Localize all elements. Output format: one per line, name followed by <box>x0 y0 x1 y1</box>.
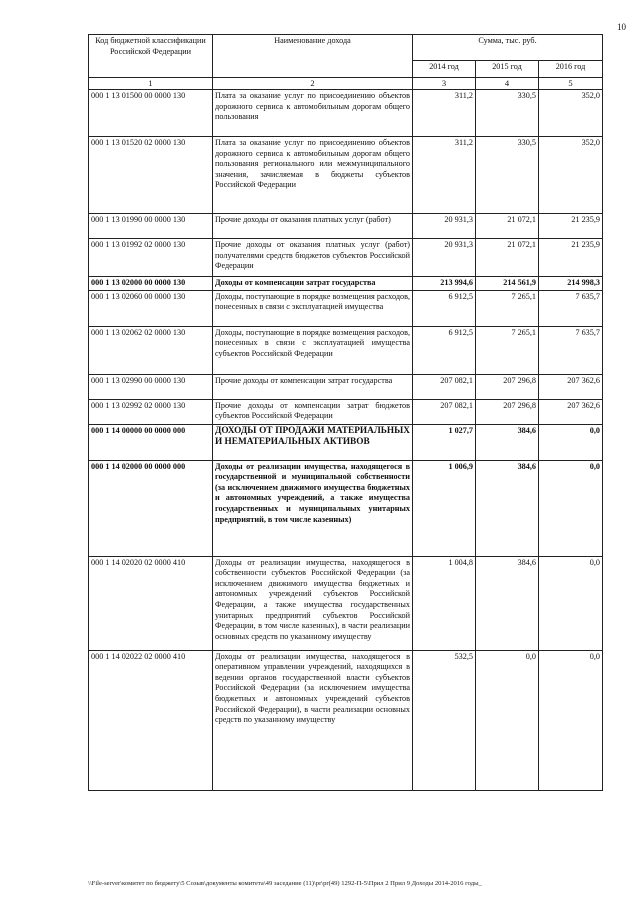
row-name: Доходы, поступающие в порядке возмещения расходов, понесенных в связи с эксплуатацией имущества субъектов Российской Федерации <box>213 326 413 374</box>
row-value-2014: 207 082,1 <box>413 399 476 424</box>
row-value-2015: 330,5 <box>476 90 539 137</box>
row-name: Прочие доходы от оказания платных услуг (работ) <box>213 214 413 239</box>
row-value-2014: 20 931,3 <box>413 239 476 277</box>
column-number: 3 <box>413 78 476 90</box>
table-row <box>89 460 603 556</box>
table-row <box>89 374 603 399</box>
row-value-2016: 0,0 <box>539 650 603 790</box>
row-value-2014: 1 004,8 <box>413 556 476 650</box>
row-value-2014: 6 912,5 <box>413 326 476 374</box>
row-value-2014: 6 912,5 <box>413 290 476 326</box>
row-value-2014: 20 931,3 <box>413 214 476 239</box>
row-value-2014: 1 027,7 <box>413 424 476 460</box>
row-value-2016: 207 362,6 <box>539 399 603 424</box>
column-number: 4 <box>476 78 539 90</box>
row-value-2015: 330,5 <box>476 137 539 214</box>
table-row <box>89 90 603 137</box>
header-year-2016: 2016 год <box>539 61 603 78</box>
row-code: 000 1 13 01992 02 0000 130 <box>89 239 213 277</box>
row-name: Прочие доходы от компенсации затрат государства <box>213 374 413 399</box>
row-value-2016: 214 998,3 <box>539 277 603 291</box>
row-value-2014: 532,5 <box>413 650 476 790</box>
row-name: Плата за оказание услуг по присоединению объектов дорожного сервиса к автомобильным дорогам общего пользования регионального или межмуниципального значения, зачисляемая в бюджеты субъектов Российской Федерации <box>213 137 413 214</box>
row-value-2016: 7 635,7 <box>539 290 603 326</box>
column-number: 5 <box>539 78 603 90</box>
row-value-2016: 21 235,9 <box>539 214 603 239</box>
revenue-table <box>88 34 603 791</box>
row-value-2014: 1 006,9 <box>413 460 476 556</box>
table-row <box>89 137 603 214</box>
row-value-2016: 0,0 <box>539 556 603 650</box>
table-row <box>89 214 603 239</box>
row-name: Прочие доходы от компенсации затрат бюджетов субъектов Российской Федерации <box>213 399 413 424</box>
row-code: 000 1 13 02000 00 0000 130 <box>89 277 213 291</box>
header-year-2015: 2015 год <box>476 61 539 78</box>
row-value-2016: 21 235,9 <box>539 239 603 277</box>
table-row <box>89 399 603 424</box>
row-value-2016: 352,0 <box>539 90 603 137</box>
row-code: 000 1 14 00000 00 0000 000 <box>89 424 213 460</box>
row-code: 000 1 13 02062 02 0000 130 <box>89 326 213 374</box>
row-name: Плата за оказание услуг по присоединению объектов дорожного сервиса к автомобильным дорогам общего пользования <box>213 90 413 137</box>
row-code: 000 1 13 02060 00 0000 130 <box>89 290 213 326</box>
row-value-2015: 7 265,1 <box>476 290 539 326</box>
row-code: 000 1 14 02020 02 0000 410 <box>89 556 213 650</box>
table-row <box>89 326 603 374</box>
table-row <box>89 650 603 790</box>
table-row <box>89 239 603 277</box>
row-value-2015: 214 561,9 <box>476 277 539 291</box>
column-number: 2 <box>213 78 413 90</box>
page-number: 10 <box>617 22 626 32</box>
row-value-2014: 311,2 <box>413 137 476 214</box>
row-name: Доходы, поступающие в порядке возмещения расходов, понесенных в связи с эксплуатацией имущества <box>213 290 413 326</box>
file-path-footer: \\File-server\комитет по бюджету\5 Созыв\документы комитета\49 заседание (11)\pr\pr(49) 1292-П-5\Прил 2 Прил 9 Доходы 2014-2016 годы_ <box>88 880 482 887</box>
row-code: 000 1 13 01990 00 0000 130 <box>89 214 213 239</box>
header-year-2014: 2014 год <box>413 61 476 78</box>
row-code: 000 1 14 02000 00 0000 000 <box>89 460 213 556</box>
row-value-2015: 384,6 <box>476 556 539 650</box>
column-number: 1 <box>89 78 213 90</box>
row-value-2015: 384,6 <box>476 424 539 460</box>
table-row <box>89 290 603 326</box>
row-value-2015: 207 296,8 <box>476 374 539 399</box>
table-row <box>89 556 603 650</box>
row-value-2015: 21 072,1 <box>476 239 539 277</box>
row-code: 000 1 13 02990 00 0000 130 <box>89 374 213 399</box>
row-value-2016: 207 362,6 <box>539 374 603 399</box>
row-value-2015: 21 072,1 <box>476 214 539 239</box>
table-row <box>89 424 603 460</box>
header-name: Наименование дохода <box>213 35 413 78</box>
row-code: 000 1 13 02992 02 0000 130 <box>89 399 213 424</box>
row-code: 000 1 13 01520 02 0000 130 <box>89 137 213 214</box>
row-value-2016: 352,0 <box>539 137 603 214</box>
table-row <box>89 277 603 291</box>
row-value-2014: 311,2 <box>413 90 476 137</box>
row-value-2015: 0,0 <box>476 650 539 790</box>
row-code: 000 1 13 01500 00 0000 130 <box>89 90 213 137</box>
header-sum: Сумма, тыс. руб. <box>413 35 603 61</box>
row-value-2014: 213 994,6 <box>413 277 476 291</box>
row-code: 000 1 14 02022 02 0000 410 <box>89 650 213 790</box>
row-value-2015: 7 265,1 <box>476 326 539 374</box>
row-name: Доходы от компенсации затрат государства <box>213 277 413 291</box>
row-value-2014: 207 082,1 <box>413 374 476 399</box>
row-value-2015: 384,6 <box>476 460 539 556</box>
row-name: Доходы от реализации имущества, находящегося в собственности субъектов Российской Федерации (за исключением движимого имущества бюджетных и автономных учреждений субъектов Российской Федерации, а также имущества государственных унитарных предприятий субъектов Российской Федерации, в том числе казенных), в части реализации основных средств по указанному имуществу <box>213 556 413 650</box>
row-name: ДОХОДЫ ОТ ПРОДАЖИ МАТЕРИАЛЬНЫХ И НЕМАТЕРИАЛЬНЫХ АКТИВОВ <box>213 424 413 460</box>
row-value-2016: 7 635,7 <box>539 326 603 374</box>
header-code: Код бюджетной классификации Российской Федерации <box>89 35 213 78</box>
row-name: Доходы от реализации имущества, находящегося в оперативном управлении учреждений, находящихся в ведении органов государственной власти субъектов Российской Федерации (за исключением имущества бюджетных и автономных учреждений субъектов Российской Федерации), в части реализации основных средств по указанному имуществу <box>213 650 413 790</box>
row-value-2016: 0,0 <box>539 424 603 460</box>
row-value-2016: 0,0 <box>539 460 603 556</box>
row-value-2015: 207 296,8 <box>476 399 539 424</box>
row-name: Доходы от реализации имущества, находящегося в государственной и муниципальной собственности (за исключением движимого имущества бюджетных и автономных учреждений, а также имущества государственных и муниципальных унитарных предприятий, в том числе казенных) <box>213 460 413 556</box>
row-name: Прочие доходы от оказания платных услуг (работ) получателями средств бюджетов субъектов Российской Федерации <box>213 239 413 277</box>
